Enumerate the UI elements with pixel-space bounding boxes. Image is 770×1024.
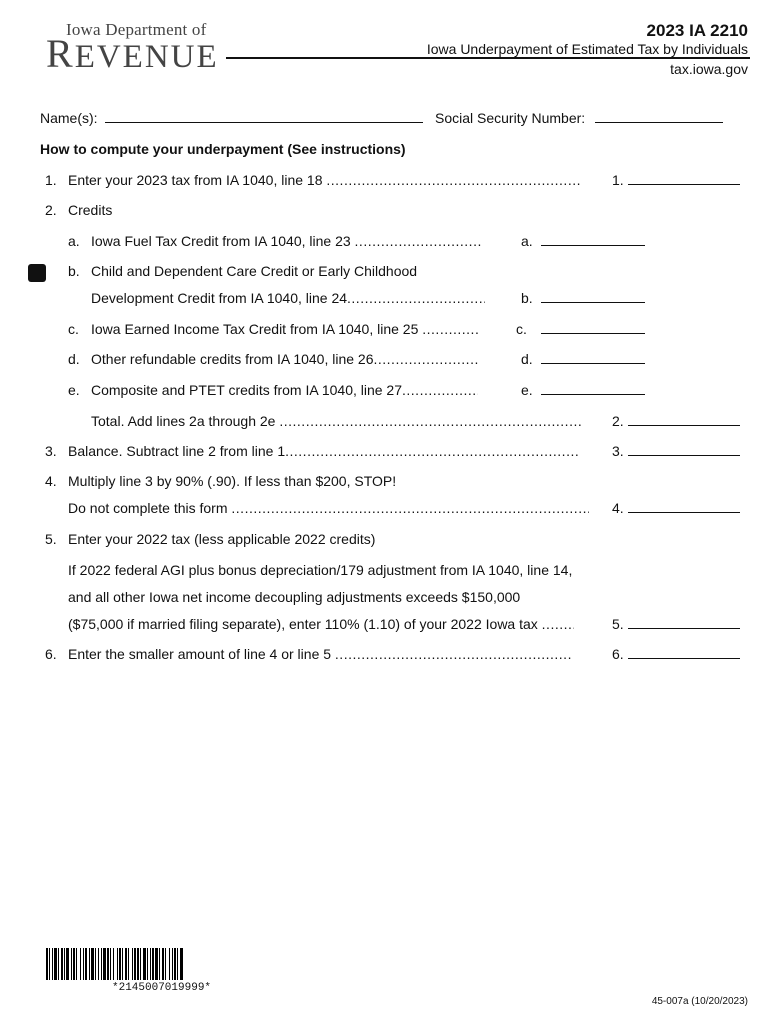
line-2e-text — [91, 382, 478, 398]
line-6-number: 6. — [45, 646, 57, 662]
line-2a-letter: a. — [68, 233, 80, 249]
line-1-label: Enter your 2023 tax from IA 1040, line 18 — [68, 172, 323, 188]
leader-dots — [374, 351, 478, 367]
line-1-input[interactable] — [628, 172, 740, 185]
line-3-ref: 3. — [612, 443, 624, 459]
line-2a-ref: a. — [521, 233, 533, 249]
form-title: 2023 IA 2210 — [646, 21, 748, 40]
names-label: Name(s): — [40, 110, 98, 126]
registration-mark — [28, 264, 46, 282]
header-rule — [226, 57, 750, 59]
line-4-text — [68, 500, 589, 516]
barcode — [46, 948, 274, 980]
line-5-label-2: If 2022 federal AGI plus bonus depreciation/179 adjustment from IA 1040, line 14, — [68, 562, 573, 578]
line-2e-letter: e. — [68, 382, 80, 398]
section-title: How to compute your underpayment (See instructions) — [40, 141, 406, 157]
leader-dots — [402, 382, 478, 398]
line-4-input[interactable] — [628, 500, 740, 513]
line-2-total-label: Total. Add lines 2a through 2e — [91, 413, 276, 429]
line-4-label: Multiply line 3 by 90% (.90). If less than $200, STOP! — [68, 473, 397, 489]
line-2-number: 2. — [45, 202, 57, 218]
barcode-number: *2145007019999* — [112, 982, 212, 994]
ssn-row — [435, 110, 723, 126]
line-2b-letter: b. — [68, 263, 80, 279]
line-2-total-text — [91, 413, 581, 429]
line-2e-input[interactable] — [541, 382, 645, 395]
line-4-label-cont: Do not complete this form — [68, 500, 228, 516]
line-2d-ref: d. — [521, 351, 533, 367]
line-5-input[interactable] — [628, 616, 740, 629]
names-input[interactable] — [105, 110, 423, 123]
line-2c-input[interactable] — [541, 321, 645, 334]
leader-dots — [285, 443, 579, 459]
line-2c-letter: c. — [68, 321, 79, 337]
logo-word: EVENUE — [74, 39, 219, 75]
line-2d-label: Other refundable credits from IA 1040, line 26 — [91, 351, 374, 367]
line-2b-label-cont: Development Credit from IA 1040, line 24 — [91, 290, 348, 306]
line-5-number: 5. — [45, 531, 57, 547]
line-4-number: 4. — [45, 473, 57, 489]
line-2-total-ref: 2. — [612, 413, 624, 429]
line-2b-input[interactable] — [541, 290, 645, 303]
leader-dots — [335, 646, 573, 662]
names-row — [40, 110, 423, 126]
line-5-label-3: and all other Iowa net income decoupling adjustments exceeds $150,000 — [68, 589, 521, 605]
leader-dots — [279, 413, 581, 429]
line-3-label: Balance. Subtract line 2 from line 1 — [68, 443, 286, 459]
line-6-input[interactable] — [628, 646, 740, 659]
line-2e-ref: e. — [521, 382, 533, 398]
leader-dots — [422, 321, 478, 337]
logo-initial: R — [46, 31, 75, 76]
revenue-logo — [46, 30, 219, 77]
agency-name: Iowa Department of — [66, 20, 207, 39]
line-2c-text — [91, 321, 478, 337]
form-subtitle: Iowa Underpayment of Estimated Tax by Individuals — [426, 41, 748, 57]
line-3-number: 3. — [45, 443, 57, 459]
line-2c-label: Iowa Earned Income Tax Credit from IA 1040, line 25 — [91, 321, 419, 337]
line-3-input[interactable] — [628, 443, 740, 456]
ssn-label: Social Security Number: — [435, 110, 586, 126]
line-2a-input[interactable] — [541, 233, 645, 246]
line-5-ref: 5. — [612, 616, 624, 632]
leader-dots — [326, 172, 580, 188]
line-2e-label: Composite and PTET credits from IA 1040, line 27 — [91, 382, 403, 398]
line-1-ref: 1. — [612, 172, 624, 188]
leader-dots — [542, 616, 574, 632]
line-6-label: Enter the smaller amount of line 4 or line 5 — [68, 646, 332, 662]
leader-dots — [355, 233, 483, 249]
line-1-text — [68, 172, 580, 188]
line-5-label-4: ($75,000 if married filing separate), enter 110% (1.10) of your 2022 Iowa tax — [68, 616, 538, 632]
line-2a-text — [91, 233, 483, 249]
line-5-label: Enter your 2022 tax (less applicable 2022 credits) — [68, 531, 376, 547]
line-3-text — [68, 443, 579, 459]
line-2d-letter: d. — [68, 351, 80, 367]
line-2b-text — [91, 290, 485, 306]
ssn-input[interactable] — [595, 110, 723, 123]
line-1-number: 1. — [45, 172, 57, 188]
line-4-ref: 4. — [612, 500, 624, 516]
line-6-text — [68, 646, 573, 662]
line-2d-text — [91, 351, 478, 367]
line-2a-label: Iowa Fuel Tax Credit from IA 1040, line 23 — [91, 233, 351, 249]
line-2b-ref: b. — [521, 290, 533, 306]
line-2c-ref: c. — [516, 321, 527, 337]
line-6-ref: 6. — [612, 646, 624, 662]
leader-dots — [347, 290, 485, 306]
line-2-label: Credits — [68, 202, 113, 218]
line-2b-label: Child and Dependent Care Credit or Early Childhood — [91, 263, 418, 279]
line-2-total-input[interactable] — [628, 413, 740, 426]
line-2d-input[interactable] — [541, 351, 645, 364]
form-revision: 45-007a (10/20/2023) — [651, 996, 748, 1007]
line-5-text — [68, 616, 574, 632]
leader-dots — [231, 500, 589, 516]
barcode-bar — [183, 948, 184, 980]
website: tax.iowa.gov — [670, 61, 748, 77]
